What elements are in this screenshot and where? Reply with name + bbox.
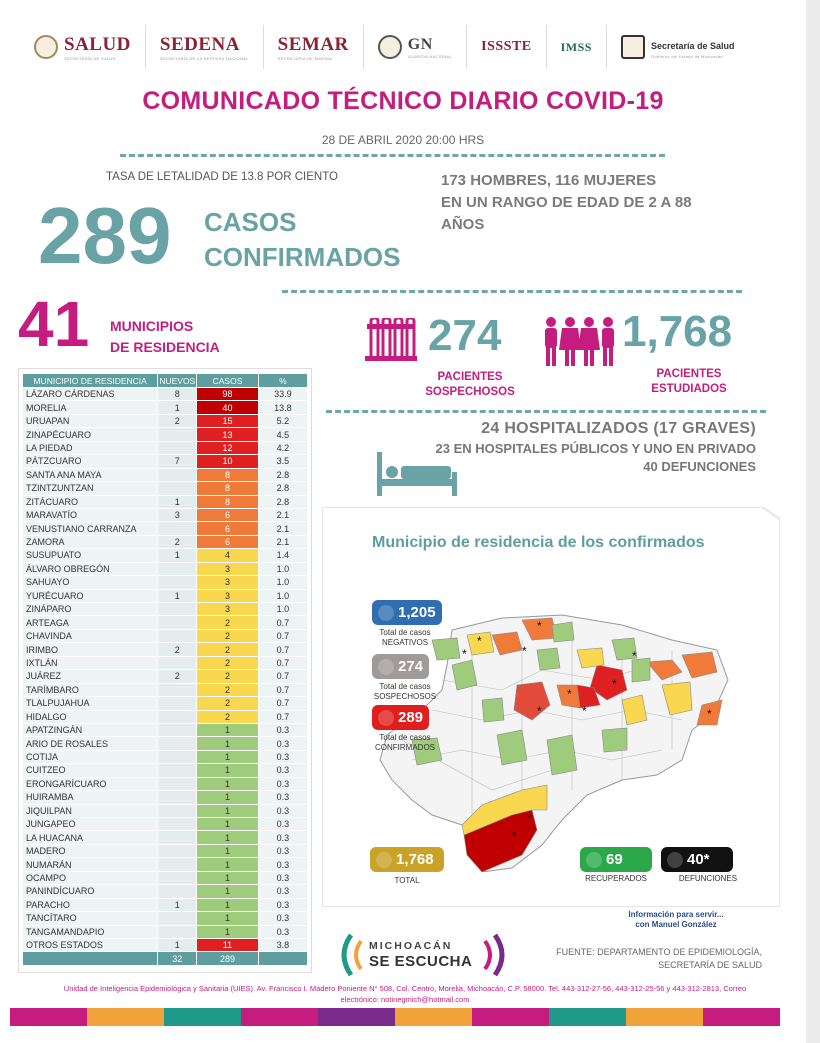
table-row	[23, 468, 308, 481]
casos-cell: 8	[197, 495, 259, 508]
studied-label: PACIENTES ESTUDIADOS	[651, 368, 727, 395]
col-casos: CASOS	[197, 374, 259, 388]
municipio-cell: MARAVATÍO	[23, 508, 158, 521]
col-nuevos: NUEVOS	[159, 375, 196, 386]
table-row	[23, 844, 308, 857]
porcentaje-cell: 0.7	[258, 643, 307, 656]
casos-cell: 1	[197, 804, 259, 817]
casos-cell: 3	[197, 589, 259, 602]
nuevos-cell	[158, 562, 197, 575]
municipio-cell: NUMARÁN	[23, 858, 158, 871]
people-group-icon	[376, 852, 392, 868]
report-date: 28 DE ABRIL 2020 20:00 HRS	[321, 133, 485, 147]
map-title: Municipio de residencia de los confirmados	[372, 534, 705, 551]
casos-cell: 1	[197, 791, 259, 804]
porcentaje-cell: 0.3	[258, 858, 307, 871]
porcentaje-cell: 3.8	[258, 938, 307, 951]
porcentaje-cell: 4.5	[258, 428, 307, 441]
casos-cell: 2	[197, 710, 259, 723]
nuevos-cell: 1	[158, 898, 197, 911]
logo-salud: SALUD SECRETARÍA DE SALUD	[20, 25, 146, 69]
casos-cell: 6	[197, 508, 259, 521]
casos-cell: 2	[197, 683, 259, 696]
casos-cell: 1	[197, 858, 259, 871]
nuevos-cell	[158, 858, 197, 871]
porcentaje-cell: 1.0	[258, 589, 307, 602]
casos-cell: 4	[197, 549, 259, 562]
nuevos-cell	[158, 804, 197, 817]
municipio-cell: SUSUPUATO	[23, 549, 158, 562]
porcentaje-cell: 0.7	[258, 616, 307, 629]
divider	[282, 290, 742, 293]
table-row	[23, 428, 308, 441]
table-row	[23, 710, 308, 723]
suspected-map-label: Total de casos SOSPECHOSOS	[373, 682, 437, 701]
municipio-cell: COTIJA	[23, 750, 158, 763]
total-badge: 1,768	[370, 847, 444, 872]
michoacan-seal-icon	[621, 35, 645, 59]
porcentaje-cell: 0.7	[258, 710, 307, 723]
municipio-cell: PANINDÍCUARO	[23, 885, 158, 898]
municipio-cell: YURÉCUARO	[23, 589, 158, 602]
nuevos-cell: 2	[158, 414, 197, 427]
nuevos-cell	[158, 697, 197, 710]
divider	[120, 154, 665, 157]
table-row	[23, 576, 308, 589]
suspected-badge: 274	[372, 654, 429, 679]
people-group-icon	[586, 852, 602, 868]
porcentaje-cell: 1.4	[258, 549, 307, 562]
nuevos-cell	[158, 871, 197, 884]
table-row	[23, 441, 308, 454]
municipio-cell: TANGAMANDAPIO	[23, 925, 158, 938]
table-row	[23, 549, 308, 562]
municipalities-count: 41	[18, 288, 90, 360]
michoacan-brand: MICHOACÁN SE ESCUCHA	[333, 929, 513, 981]
porcentaje-cell: 3.5	[258, 455, 307, 468]
deaths-label: DEFUNCIONES	[678, 874, 738, 883]
porcentaje-cell: 0.3	[258, 925, 307, 938]
svg-text:*: *	[632, 649, 637, 663]
porcentaje-cell: 5.2	[258, 414, 307, 427]
casos-cell: 6	[197, 522, 259, 535]
person-icon	[378, 659, 394, 675]
casos-cell: 1	[197, 764, 259, 777]
municipio-cell: PÁTZCUARO	[23, 455, 158, 468]
porcentaje-cell: 2.8	[258, 482, 307, 495]
nuevos-cell	[158, 818, 197, 831]
municipio-cell: IXTLÁN	[23, 656, 158, 669]
casos-cell: 13	[197, 428, 259, 441]
casos-cell: 1	[197, 818, 259, 831]
nuevos-cell	[158, 723, 197, 736]
col-municipio: MUNICIPIO DE RESIDENCIA	[23, 374, 158, 388]
porcentaje-cell: 0.7	[258, 697, 307, 710]
confirmed-map-label: Total de casos CONFIRMADOS	[375, 733, 435, 752]
nuevos-cell: 7	[158, 455, 197, 468]
table-row	[23, 589, 308, 602]
porcentaje-cell: 13.8	[258, 401, 307, 414]
casos-cell: 1	[197, 885, 259, 898]
municipio-cell: JIQUILPAN	[23, 804, 158, 817]
municipio-cell: LÁZARO CÁRDENAS	[23, 388, 158, 401]
table-row	[23, 508, 308, 521]
recovered-label: RECUPERADOS	[585, 874, 647, 883]
nuevos-cell	[158, 710, 197, 723]
porcentaje-cell: 2.8	[258, 495, 307, 508]
table-row	[23, 925, 308, 938]
table-row	[23, 737, 308, 750]
edge-strip	[806, 0, 820, 1043]
svg-text:*: *	[527, 811, 532, 825]
porcentaje-cell: 33.9	[258, 388, 307, 401]
table-row	[23, 804, 308, 817]
nuevos-cell	[158, 791, 197, 804]
porcentaje-cell: 0.3	[258, 898, 307, 911]
table-header	[23, 374, 308, 388]
table-row	[23, 791, 308, 804]
nuevos-cell	[158, 441, 197, 454]
table-row	[23, 562, 308, 575]
nuevos-cell: 1	[158, 549, 197, 562]
logo-secretaria-salud: Secretaría de Salud Gobierno del Estado de Michoacán	[607, 25, 749, 69]
casos-cell: 1	[197, 750, 259, 763]
table-row	[23, 831, 308, 844]
porcentaje-cell: 0.7	[258, 670, 307, 683]
porcentaje-cell: 0.7	[258, 683, 307, 696]
porcentaje-cell: 0.3	[258, 831, 307, 844]
porcentaje-cell: 0.3	[258, 723, 307, 736]
casos-cell: 2	[197, 670, 259, 683]
casos-cell: 1	[197, 925, 259, 938]
people-icon	[542, 316, 618, 368]
table-row	[23, 697, 308, 710]
nuevos-cell	[158, 468, 197, 481]
recovered-badge: 69	[580, 847, 652, 872]
test-tubes-icon	[365, 318, 417, 364]
porcentaje-cell: 0.7	[258, 629, 307, 642]
table-row	[23, 616, 308, 629]
municipio-cell: OCAMPO	[23, 871, 158, 884]
table-row	[23, 938, 308, 951]
municipalities-label: MUNICIPIOS DE RESIDENCIA	[110, 318, 220, 355]
nuevos-cell	[158, 737, 197, 750]
table-row	[23, 723, 308, 736]
municipio-cell: JUNGAPEO	[23, 818, 158, 831]
logo-imss: IMSS	[547, 25, 607, 69]
municipio-cell: CUITZEO	[23, 764, 158, 777]
confirmed-label: CASOS CONFIRMADOS	[204, 207, 401, 273]
table-row	[23, 683, 308, 696]
municipio-cell: ZINAPÉCUARO	[23, 428, 158, 441]
table-row	[23, 603, 308, 616]
nuevos-cell	[158, 576, 197, 589]
porcentaje-cell: 0.3	[258, 737, 307, 750]
porcentaje-cell: 0.3	[258, 912, 307, 925]
nuevos-cell	[158, 777, 197, 790]
suspected-label: PACIENTES SOSPECHOSOS	[425, 371, 515, 398]
casos-cell: 12	[197, 441, 259, 454]
logo-bar	[20, 22, 780, 72]
gn-seal-icon	[378, 35, 402, 59]
svg-text:*: *	[512, 829, 517, 843]
total-label: TOTAL	[394, 876, 420, 885]
svg-text:*: *	[582, 704, 587, 718]
porcentaje-cell: 4.2	[258, 441, 307, 454]
nuevos-cell	[158, 831, 197, 844]
table-row	[23, 455, 308, 468]
municipio-cell: PARACHO	[23, 898, 158, 911]
logo-semar: SEMAR SECRETARÍA DE MARINA	[264, 25, 364, 69]
address-footer: Unidad de Inteligencia Epidemiológica y Sanitaria (UIES). Av. Francisco I. Madero Poniente N° 508, Col. Centro, Morelia, Michoacán, C.P. 58000. Tel. 443-312-27-56, 443-312-25-56 y 443-312-2813, Correo electrónico: notinegmich@hotmail.com	[63, 984, 747, 1005]
casos-cell: 40	[197, 401, 259, 414]
casos-cell: 2	[197, 643, 259, 656]
casos-cell: 1	[197, 737, 259, 750]
casos-cell: 15	[197, 414, 259, 427]
negatives-label: Total de casos NEGATIVOS	[379, 628, 431, 647]
nuevos-cell	[158, 428, 197, 441]
municipio-cell: CHAVINDA	[23, 629, 158, 642]
negatives-badge: 1,205	[372, 600, 442, 625]
bed-icon	[377, 452, 457, 496]
municipality-table	[22, 373, 308, 966]
municipio-cell: ARTEAGA	[23, 616, 158, 629]
porcentaje-cell: 1.0	[258, 603, 307, 616]
table-row	[23, 885, 308, 898]
svg-text:*: *	[707, 707, 712, 721]
casos-cell: 1	[197, 723, 259, 736]
table-row	[23, 670, 308, 683]
table-row	[23, 401, 308, 414]
person-icon	[378, 605, 394, 621]
nuevos-cell	[158, 764, 197, 777]
casos-cell: 6	[197, 535, 259, 548]
municipio-cell: OTROS ESTADOS	[23, 938, 158, 951]
confirmed-count: 289	[38, 191, 172, 280]
casos-cell: 10	[197, 455, 259, 468]
suspected-count: 274	[428, 311, 502, 360]
svg-text:*: *	[537, 704, 542, 718]
logo-gn: GN GUARDIA NACIONAL	[364, 25, 467, 69]
municipio-cell: ÁLVARO OBREGÓN	[23, 562, 158, 575]
casos-cell: 1	[197, 831, 259, 844]
municipio-cell: SAHUAYO	[23, 576, 158, 589]
porcentaje-cell: 0.3	[258, 804, 307, 817]
nuevos-cell	[158, 522, 197, 535]
table-row	[23, 750, 308, 763]
page-title: COMUNICADO TÉCNICO DIARIO COVID-19	[142, 87, 664, 115]
nuevos-cell: 2	[158, 643, 197, 656]
nuevos-cell	[158, 912, 197, 925]
municipio-cell: VENUSTIANO CARRANZA	[23, 522, 158, 535]
municipio-cell: JUÁREZ	[23, 670, 158, 683]
logo-issste: ISSSTE	[467, 25, 546, 69]
svg-text:*: *	[612, 677, 617, 691]
nuevos-cell	[158, 750, 197, 763]
lethality-rate: TASA DE LETALIDAD DE 13.8 POR CIENTO	[106, 171, 338, 183]
casos-cell: 2	[197, 656, 259, 669]
casos-cell: 1	[197, 871, 259, 884]
porcentaje-cell: 0.3	[258, 844, 307, 857]
casos-cell: 8	[197, 482, 259, 495]
divider	[326, 410, 766, 413]
casos-cell: 2	[197, 616, 259, 629]
table-row	[23, 656, 308, 669]
porcentaje-cell: 2.8	[258, 468, 307, 481]
municipio-cell: HUIRAMBA	[23, 791, 158, 804]
nuevos-cell: 1	[158, 495, 197, 508]
municipio-cell: TANCÍTARO	[23, 912, 158, 925]
casos-cell: 1	[197, 844, 259, 857]
municipio-cell: TARÍMBARO	[23, 683, 158, 696]
municipio-cell: SANTA ANA MAYA	[23, 468, 158, 481]
table-row	[23, 643, 308, 656]
svg-text:*: *	[477, 634, 482, 648]
svg-text:*: *	[537, 619, 542, 633]
municipio-cell: URUAPAN	[23, 414, 158, 427]
municipio-cell: ERONGARÍCUARO	[23, 777, 158, 790]
municipio-cell: MORELIA	[23, 401, 158, 414]
casos-cell: 1	[197, 777, 259, 790]
svg-text:*: *	[567, 687, 572, 701]
nuevos-cell: 2	[158, 535, 197, 548]
municipio-cell: LA HUACANA	[23, 831, 158, 844]
porcentaje-cell: 2.1	[258, 508, 307, 521]
municipio-cell: LA PIEDAD	[23, 441, 158, 454]
color-stripe	[10, 1008, 780, 1026]
studied-count: 1,768	[622, 307, 733, 356]
municipio-cell: ARIO DE ROSALES	[23, 737, 158, 750]
municipio-cell: IRIMBO	[23, 643, 158, 656]
municipio-cell: ZINÁPARO	[23, 603, 158, 616]
person-icon	[378, 710, 394, 726]
logo-sedena: SEDENA SECRETARÍA DE LA DEFENSA NACIONAL	[146, 25, 264, 69]
deaths-badge: 40*	[661, 847, 733, 872]
porcentaje-cell: 2.1	[258, 522, 307, 535]
municipio-cell: ZAMORA	[23, 535, 158, 548]
nuevos-cell	[158, 616, 197, 629]
nuevos-cell	[158, 844, 197, 857]
table-row	[23, 414, 308, 427]
nuevos-cell: 1	[158, 401, 197, 414]
municipio-cell: TZINTZUNTZAN	[23, 482, 158, 495]
municipio-cell: MADERO	[23, 844, 158, 857]
table-row	[23, 629, 308, 642]
table-row	[23, 898, 308, 911]
table-row	[23, 764, 308, 777]
svg-text:*: *	[522, 644, 527, 658]
municipio-cell: ZITÁCUARO	[23, 495, 158, 508]
svg-text:*: *	[462, 647, 467, 661]
table-row	[23, 912, 308, 925]
nuevos-cell: 8	[158, 388, 197, 401]
casos-cell: 8	[197, 468, 259, 481]
confirmed-badge: 289	[372, 705, 429, 730]
nuevos-cell: 3	[158, 508, 197, 521]
porcentaje-cell: 0.3	[258, 818, 307, 831]
casos-cell: 3	[197, 576, 259, 589]
porcentaje-cell: 0.3	[258, 777, 307, 790]
porcentaje-cell: 0.7	[258, 656, 307, 669]
table-row	[23, 871, 308, 884]
table-row	[23, 858, 308, 871]
nuevos-cell	[158, 683, 197, 696]
casos-cell: 1	[197, 898, 259, 911]
casos-cell: 2	[197, 697, 259, 710]
porcentaje-cell: 1.0	[258, 562, 307, 575]
nuevos-cell	[158, 925, 197, 938]
nuevos-cell	[158, 656, 197, 669]
nuevos-cell	[158, 885, 197, 898]
watermark: Información para servir... con Manuel González	[628, 910, 724, 929]
nuevos-cell: 1	[158, 589, 197, 602]
hospitalization-info: 24 HOSPITALIZADOS (17 GRAVES) 23 EN HOSPITALES PÚBLICOS Y UNO EN PRIVADO 40 DEFUNCIONES	[435, 420, 756, 474]
municipio-cell: HIDALGO	[23, 710, 158, 723]
table-row	[23, 818, 308, 831]
casos-cell: 98	[197, 388, 259, 401]
porcentaje-cell: 0.3	[258, 791, 307, 804]
municipio-cell: TLALPUJAHUA	[23, 697, 158, 710]
porcentaje-cell: 0.3	[258, 885, 307, 898]
porcentaje-cell: 0.3	[258, 871, 307, 884]
table-row	[23, 482, 308, 495]
casos-cell: 2	[197, 629, 259, 642]
nuevos-cell	[158, 603, 197, 616]
table-row	[23, 495, 308, 508]
porcentaje-cell: 0.3	[258, 764, 307, 777]
porcentaje-cell: 2.1	[258, 535, 307, 548]
casos-cell: 11	[197, 938, 259, 951]
casos-cell: 1	[197, 912, 259, 925]
nuevos-cell: 1	[158, 938, 197, 951]
demographics: 173 HOMBRES, 116 MUJERES EN UN RANGO DE EDAD DE 2 A 88 AÑOS	[441, 172, 692, 233]
table-total-row: 32 289	[23, 952, 308, 965]
person-icon	[667, 852, 683, 868]
municipio-cell: APATZINGÁN	[23, 723, 158, 736]
source-note: FUENTE: DEPARTAMENTO DE EPIDEMIOLOGÍA, SECRETARÍA DE SALUD	[556, 947, 762, 971]
nuevos-cell	[158, 482, 197, 495]
table-row	[23, 777, 308, 790]
porcentaje-cell: 0.3	[258, 750, 307, 763]
casos-cell: 3	[197, 603, 259, 616]
nuevos-cell: 2	[158, 670, 197, 683]
table-row	[23, 535, 308, 548]
nuevos-cell	[158, 629, 197, 642]
casos-cell: 3	[197, 562, 259, 575]
table-row	[23, 388, 308, 401]
seal-icon	[34, 35, 58, 59]
porcentaje-cell: 1.0	[258, 576, 307, 589]
table-row	[23, 522, 308, 535]
col-porcentaje: %	[258, 374, 307, 388]
